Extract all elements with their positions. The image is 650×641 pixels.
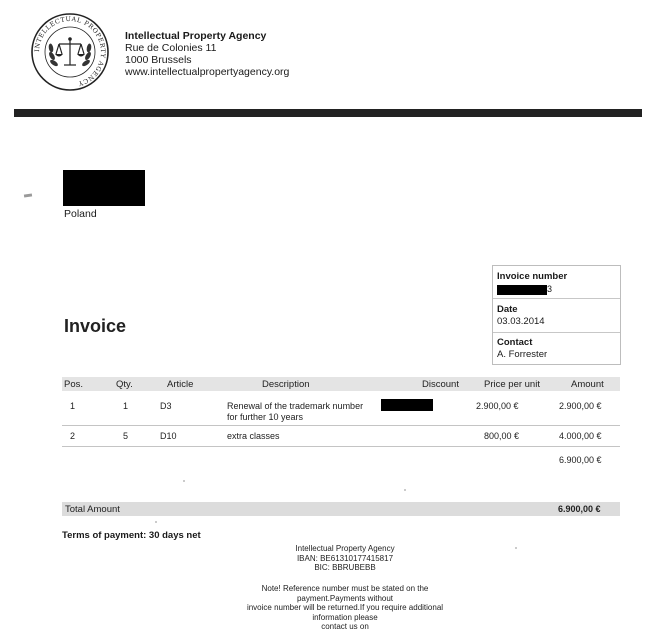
invoice-info-box [492, 265, 621, 365]
header-amount: Amount [571, 379, 604, 390]
date-section [497, 304, 617, 328]
header-price: Price per unit [484, 379, 540, 390]
date-value: 03.03.2014 [497, 316, 545, 327]
date-label: Date [497, 304, 518, 315]
agency-seal-logo [30, 12, 110, 92]
payment-terms: Terms of payment: 30 days net [62, 530, 201, 541]
row-divider [62, 425, 620, 426]
row2-description: extra classes [227, 431, 280, 441]
footer-note-line5: contact us on [321, 622, 369, 631]
total-label: Total Amount [65, 504, 120, 515]
row1-pos: 1 [70, 401, 76, 411]
row2-price: 800,00 € [484, 431, 520, 441]
agency-name: Intellectual Property Agency [125, 30, 267, 42]
row2-pos: 2 [70, 431, 76, 441]
subtotal-value: 6.900,00 € [559, 455, 602, 465]
row2-amount: 4.000,00 € [559, 431, 602, 441]
row1-amount: 2.900,00 € [559, 401, 602, 411]
contact-label: Contact [497, 337, 533, 348]
scan-speck [155, 521, 157, 523]
row2-article: D10 [160, 431, 177, 441]
redacted-invoice-number [497, 285, 547, 295]
redacted-recipient-name [63, 170, 145, 206]
header-discount: Discount [422, 379, 459, 390]
row1-qty: 1 [123, 401, 129, 411]
svg-text:INTELLECTUAL PROPERTY AGENCY: INTELLECTUAL PROPERTY AGENCY [33, 15, 107, 87]
invoice-number-section [497, 271, 617, 283]
row2-qty: 5 [123, 431, 129, 441]
footer-note-line1: Note! Reference number must be stated on the [261, 584, 429, 593]
contact-section [497, 337, 617, 361]
header-qty: Qty. [116, 379, 133, 390]
footer-note-line2: payment.Payments without [296, 593, 394, 603]
total-bar [62, 502, 620, 516]
scan-speck [404, 489, 406, 491]
agency-city: 1000 Brussels [125, 54, 192, 66]
agency-street: Rue de Colonies 11 [125, 42, 217, 54]
info-divider [493, 332, 620, 333]
invoice-number-label: Invoice number [497, 271, 568, 282]
header-divider [14, 109, 642, 117]
total-value: 6.900,00 € [558, 504, 601, 514]
row1-description: Renewal of the trademark number [227, 401, 364, 411]
scan-speck [183, 480, 185, 482]
scan-speck [515, 547, 517, 549]
footer-note-line4: information please [312, 612, 378, 622]
footer-note [195, 584, 495, 632]
scan-mark [24, 193, 32, 197]
redacted-trademark-number [381, 399, 433, 411]
header-pos: Pos. [64, 379, 84, 390]
recipient-country: Poland [64, 208, 97, 220]
contact-value: A. Forrester [497, 349, 548, 360]
footer-note-line3: invoice number will be returned.If you require additional [246, 603, 444, 612]
row1-article: D3 [160, 401, 172, 411]
footer-agency-name: Intellectual Property Agency [295, 544, 395, 553]
footer-bic: BIC: BBRUBEBB [314, 563, 376, 572]
footer-iban: IBAN: BE61310177415817 [296, 553, 394, 563]
invoice-number-tail: 3 [547, 284, 553, 294]
agency-address-block [125, 30, 289, 78]
footer-bank-block [195, 544, 495, 573]
header-article: Article [167, 379, 194, 390]
invoice-title: Invoice [64, 316, 127, 336]
row1-description-line2: for further 10 years [227, 412, 304, 422]
row1-price: 2.900,00 € [476, 401, 519, 411]
row-divider [62, 446, 620, 447]
agency-website: www.intellectualpropertyagency.org [125, 66, 290, 78]
header-description: Description [262, 379, 310, 390]
info-divider [493, 298, 620, 299]
